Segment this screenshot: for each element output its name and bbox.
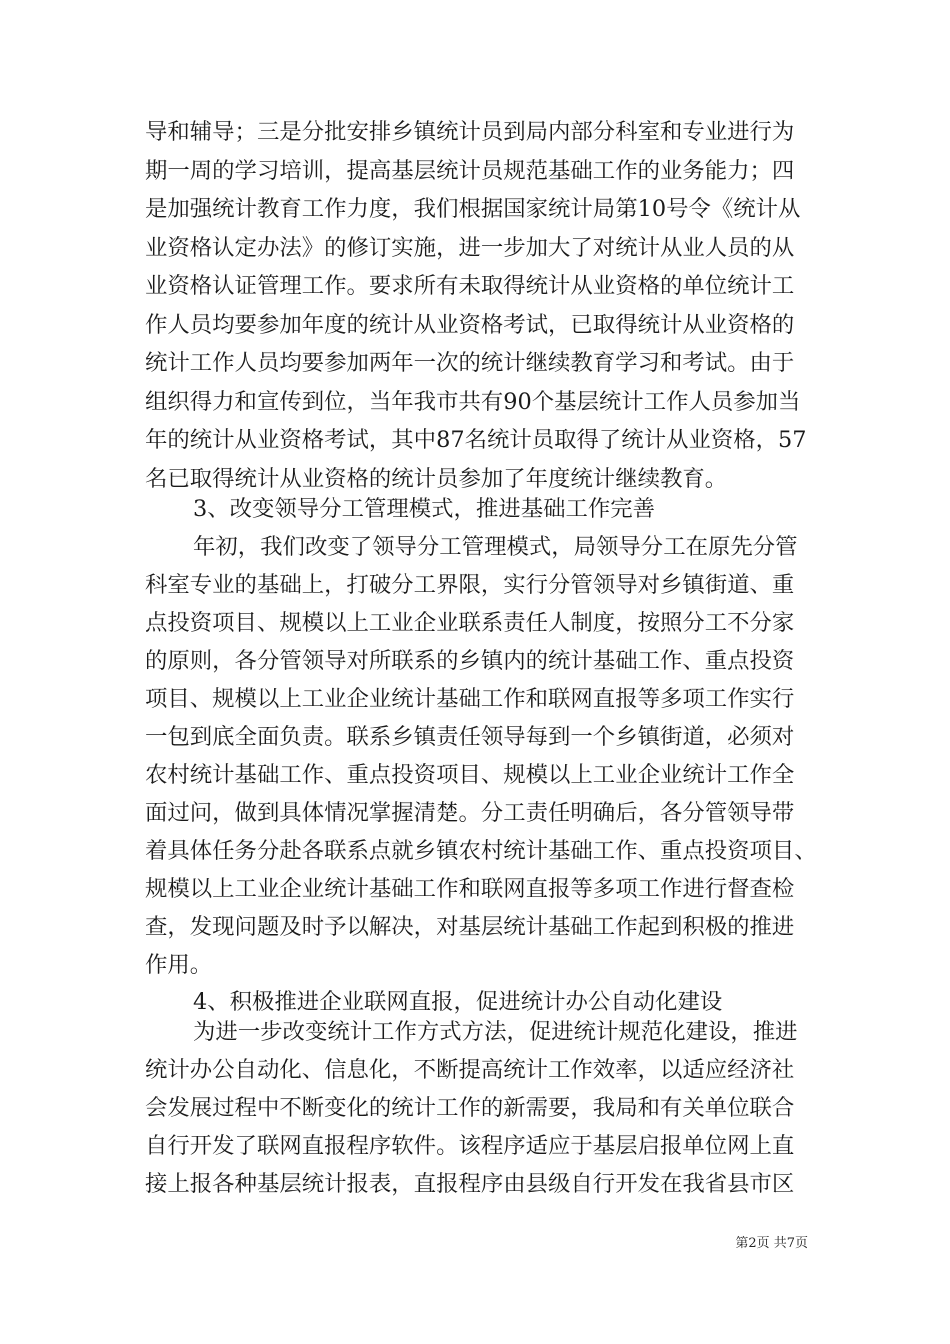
text-line: 科室专业的基础上，打破分工界限，实行分管领导对乡镇街道、重 bbox=[145, 572, 795, 598]
text-line: 接上报各种基层统计报表，直报程序由县级自行开发在我省县市区 bbox=[145, 1171, 795, 1197]
text-line: 组织得力和宣传到位，当年我市共有90个基层统计工作人员参加当 bbox=[145, 389, 801, 415]
text-line: 名已取得统计从业资格的统计员参加了年度统计继续教育。 bbox=[145, 466, 728, 492]
text-line: 农村统计基础工作、重点投资项目、规模以上工业企业统计工作全 bbox=[145, 762, 795, 788]
text-line: 导和辅导；三是分批安排乡镇统计员到局内部分科室和专业进行为 bbox=[145, 119, 795, 145]
text-line: 年初，我们改变了领导分工管理模式，局领导分工在原先分管 bbox=[193, 534, 798, 560]
text-line: 业资格认定办法》的修订实施，进一步加大了对统计从业人员的从 bbox=[145, 235, 795, 261]
text-line: 点投资项目、规模以上工业企业联系责任人制度，按照分工不分家 bbox=[145, 610, 795, 636]
text-line: 自行开发了联网直报程序软件。该程序适应于基层启报单位网上直 bbox=[145, 1133, 795, 1159]
text-line: 项目、规模以上工业企业统计基础工作和联网直报等多项工作实行 bbox=[145, 686, 795, 712]
text-line: 作人员均要参加年度的统计从业资格考试，已取得统计从业资格的 bbox=[145, 312, 795, 338]
section-heading: 4、积极推进企业联网直报，促进统计办公自动化建设 bbox=[193, 989, 723, 1015]
text-line: 作用。 bbox=[145, 952, 213, 978]
text-line: 是加强统计教育工作力度，我们根据国家统计局第10号令《统计从 bbox=[145, 196, 801, 222]
text-line: 统计办公自动化、信息化，不断提高统计工作效率，以适应经济社 bbox=[145, 1057, 795, 1083]
text-line: 会发展过程中不断变化的统计工作的新需要，我局和有关单位联合 bbox=[145, 1095, 795, 1121]
page-number-footer: 第2页 共7页 bbox=[735, 1236, 808, 1251]
text-line: 的原则，各分管领导对所联系的乡镇内的统计基础工作、重点投资 bbox=[145, 648, 795, 674]
text-line: 业资格认证管理工作。要求所有未取得统计从业资格的单位统计工 bbox=[145, 273, 795, 299]
text-line: 年的统计从业资格考试，其中87名统计员取得了统计从业资格，57 bbox=[145, 427, 807, 453]
text-line: 面过问，做到具体情况掌握清楚。分工责任明确后，各分管领导带 bbox=[145, 800, 795, 826]
section-heading: 3、改变领导分工管理模式，推进基础工作完善 bbox=[193, 496, 656, 522]
text-line: 统计工作人员均要参加两年一次的统计继续教育学习和考试。由于 bbox=[145, 350, 795, 376]
text-line: 一包到底全面负责。联系乡镇责任领导每到一个乡镇街道，必须对 bbox=[145, 724, 795, 750]
text-line: 为进一步改变统计工作方式方法，促进统计规范化建设，推进 bbox=[193, 1019, 798, 1045]
text-line: 查，发现问题及时予以解决，对基层统计基础工作起到积极的推进 bbox=[145, 914, 795, 940]
text-line: 期一周的学习培训，提高基层统计员规范基础工作的业务能力；四 bbox=[145, 158, 795, 184]
text-line: 规模以上工业企业统计基础工作和联网直报等多项工作进行督查检 bbox=[145, 876, 795, 902]
text-line: 着具体任务分赴各联系点就乡镇农村统计基础工作、重点投资项目、 bbox=[145, 838, 817, 864]
